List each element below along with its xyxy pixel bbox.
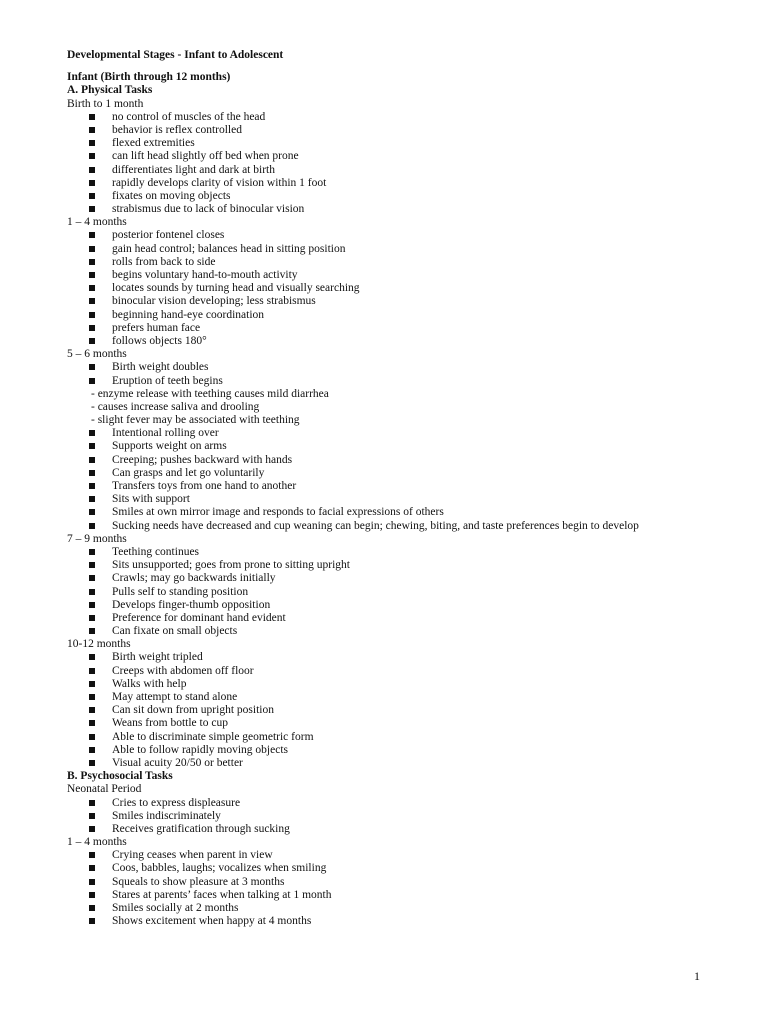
bullet-square-icon [89,892,95,898]
bullet-square-icon [89,483,95,489]
bullet-item [67,691,707,704]
bullet-text: Teething continues [112,545,200,558]
bullet-text: Sits with support [112,493,190,506]
bullet-text: locates sounds by turning head and visually searching [112,282,360,295]
bullet-square-icon [89,668,95,674]
bullet-square-icon [89,338,95,344]
bullet-text: Can grasps and let go voluntarily [112,466,265,479]
bullet-item [67,427,707,440]
bullet-item [67,651,707,664]
bullet-text: can lift head slightly off bed when prone [112,150,299,163]
bullet-item [67,361,707,374]
bullet-text: behavior is reflex controlled [112,123,242,136]
bullet-item [67,704,707,717]
bullet-item [67,572,707,585]
bullet-square-icon [89,312,95,318]
bullet-item [67,243,707,256]
bullet-text: Shows excitement when happy at 4 months [112,915,312,928]
bullet-item [67,111,707,124]
dash-note: - slight fever may be associated with teething [91,414,300,427]
bullet-text: Pulls self to standing position [112,585,249,598]
bullet-item [67,440,707,453]
bullet-square-icon [89,325,95,331]
bullet-square-icon [89,378,95,384]
bullet-text: Walks with help [112,677,187,690]
bullet-square-icon [89,654,95,660]
bullet-text: gain head control; balances head in sitting position [112,242,346,255]
bullet-square-icon [89,852,95,858]
bullet-text: Visual acuity 20/50 or better [112,756,243,769]
bullet-square-icon [89,167,95,173]
bullet-square-icon [89,575,95,581]
bullet-item [67,862,707,875]
document-body [67,71,707,928]
bullet-item [67,164,707,177]
bullet-item [67,849,707,862]
bullet-item [67,506,707,519]
bullet-text: Smiles socially at 2 months [112,902,239,915]
bullet-square-icon [89,470,95,476]
bullet-square-icon [89,813,95,819]
bullet-item [67,599,707,612]
bullet-square-icon [89,457,95,463]
bullet-item [67,256,707,269]
bullet-square-icon [89,523,95,529]
bullet-text: Receives gratification through sucking [112,822,290,835]
dash-note: - enzyme release with teething causes mild diarrhea [91,387,329,400]
bullet-square-icon [89,364,95,370]
bullet-square-icon [89,602,95,608]
bullet-item [67,375,707,388]
bullet-item [67,454,707,467]
bullet-text: Sits unsupported; goes from prone to sitting upright [112,559,350,572]
bullet-item [67,665,707,678]
bullet-item [67,717,707,730]
bullet-square-icon [89,681,95,687]
bullet-text: Coos, babbles, laughs; vocalizes when smiling [112,862,327,875]
bullet-item [67,915,707,928]
bullet-square-icon [89,259,95,265]
bullet-square-icon [89,509,95,515]
bullet-square-icon [89,114,95,120]
bullet-square-icon [89,443,95,449]
bullet-item [67,480,707,493]
bullet-text: Birth weight doubles [112,361,209,374]
bullet-item [67,190,707,203]
bullet-text: fixates on moving objects [112,189,231,202]
bullet-square-icon [89,549,95,555]
bullet-text: beginning hand-eye coordination [112,308,265,321]
bullet-square-icon [89,206,95,212]
bullet-square-icon [89,180,95,186]
bullet-square-icon [89,615,95,621]
bullet-text: Cries to express displeasure [112,796,241,809]
bullet-item [67,309,707,322]
bullet-text: Crawls; may go backwards initially [112,572,276,585]
section-heading: Infant (Birth through 12 months) [67,71,231,84]
document-title: Developmental Stages - Infant to Adolescent [67,49,284,61]
bullet-item [67,467,707,480]
bullet-text: flexed extremities [112,137,195,150]
bullet-square-icon [89,246,95,252]
bullet-text: Eruption of teeth begins [112,374,223,387]
bullet-text: Sucking needs have decreased and cup weaning can begin; chewing, biting, and taste preferences begin to develop [112,519,639,532]
bullet-square-icon [89,193,95,199]
subsection-heading: 1 – 4 months [67,216,127,229]
bullet-square-icon [89,747,95,753]
bullet-square-icon [89,153,95,159]
section-heading: A. Physical Tasks [67,84,153,97]
bullet-item [67,586,707,599]
bullet-square-icon [89,879,95,885]
bullet-item [67,229,707,242]
bullet-text: begins voluntary hand-to-mouth activity [112,269,298,281]
bullet-square-icon [89,760,95,766]
bullet-text: strabismus due to lack of binocular vision [112,203,305,216]
bullet-item [67,124,707,137]
subsection-heading: 5 – 6 months [67,348,127,361]
bullet-square-icon [89,285,95,291]
bullet-square-icon [89,272,95,278]
bullet-item [67,177,707,190]
bullet-text: rapidly develops clarity of vision within 1 foot [112,176,327,189]
bullet-text: May attempt to stand alone [112,691,238,704]
bullet-item [67,625,707,638]
bullet-square-icon [89,127,95,133]
bullet-square-icon [89,918,95,924]
bullet-square-icon [89,430,95,436]
bullet-text: follows objects 180° [112,334,207,347]
bullet-text: Crying ceases when parent in view [112,849,273,862]
bullet-text: Creeping; pushes backward with hands [112,453,293,466]
bullet-item [67,322,707,335]
bullet-text: Stares at parents’ faces when talking at 1 month [112,888,332,901]
subsection-heading: 7 – 9 months [67,532,127,545]
bullet-square-icon [89,826,95,832]
bullet-item [67,876,707,889]
bullet-square-icon [89,800,95,806]
bullet-text: differentiates light and dark at birth [112,163,275,176]
bullet-item [67,295,707,308]
document-page [67,49,707,928]
bullet-item [67,137,707,150]
subsection-heading: Birth to 1 month [67,97,144,110]
subsection-heading: 10-12 months [67,638,131,651]
bullet-item [67,678,707,691]
bullet-square-icon [89,298,95,304]
bullet-text: Can sit down from upright position [112,704,274,717]
bullet-text: Squeals to show pleasure at 3 months [112,875,285,888]
bullet-text: Develops finger-thumb opposition [112,598,271,611]
bullet-text: Supports weight on arms [112,440,227,453]
bullet-square-icon [89,694,95,700]
bullet-text: Smiles at own mirror image and responds to facial expressions of others [112,506,444,519]
bullet-item [67,493,707,506]
bullet-item [67,559,707,572]
bullet-square-icon [89,905,95,911]
bullet-square-icon [89,628,95,634]
bullet-item [67,810,707,823]
bullet-square-icon [89,140,95,146]
bullet-item [67,203,707,216]
subsection-heading: Neonatal Period [67,783,142,796]
bullet-text: Smiles indiscriminately [112,809,221,822]
dash-note: - causes increase saliva and drooling [91,400,260,413]
bullet-item [67,902,707,915]
bullet-text: Able to discriminate simple geometric form [112,730,314,743]
bullet-item [67,744,707,757]
bullet-text: binocular vision developing; less strabismus [112,295,316,308]
bullet-item [67,546,707,559]
bullet-text: prefers human face [112,321,201,334]
bullet-text: Intentional rolling over [112,427,219,440]
bullet-square-icon [89,232,95,238]
bullet-item [67,150,707,163]
bullet-text: Preference for dominant hand evident [112,611,286,624]
bullet-text: Weans from bottle to cup [112,717,228,730]
bullet-square-icon [89,720,95,726]
section-heading: B. Psychosocial Tasks [67,770,173,783]
bullet-square-icon [89,562,95,568]
bullet-item [67,889,707,902]
bullet-text: Birth weight tripled [112,651,203,664]
bullet-text: no control of muscles of the head [112,110,266,123]
bullet-square-icon [89,589,95,595]
page-number: 1 [694,969,700,983]
bullet-text: Creeps with abdomen off floor [112,664,254,677]
bullet-text: rolls from back to side [112,255,216,268]
subsection-heading: 1 – 4 months [67,836,127,849]
bullet-square-icon [89,496,95,502]
bullet-text: Able to follow rapidly moving objects [112,743,288,756]
bullet-item [67,282,707,295]
bullet-item [67,731,707,744]
bullet-item [67,757,707,770]
bullet-item [67,797,707,810]
bullet-square-icon [89,734,95,740]
bullet-square-icon [89,865,95,871]
bullet-text: Transfers toys from one hand to another [112,480,297,492]
bullet-item [67,269,707,282]
bullet-item [67,335,707,348]
bullet-item [67,520,707,533]
bullet-item [67,823,707,836]
bullet-square-icon [89,707,95,713]
bullet-text: Can fixate on small objects [112,625,238,638]
bullet-text: posterior fontenel closes [112,229,225,242]
bullet-item [67,612,707,625]
